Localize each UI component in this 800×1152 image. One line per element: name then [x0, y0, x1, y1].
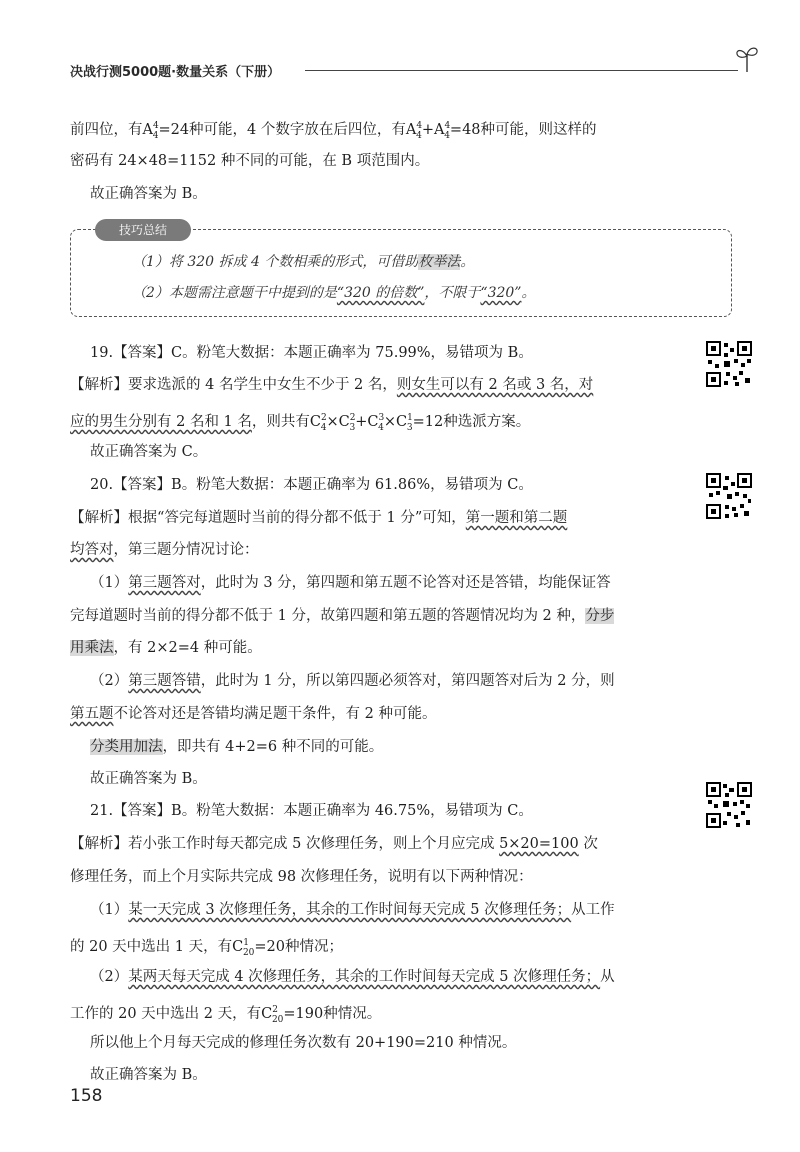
q20-analysis-line: 第五题不论答对还是答错均满足题干条件，有 2 种可能。: [70, 706, 437, 722]
q21-answer: 21.【答案】B。粉笔大数据：本题正确率为 46.75%，易错项为 C。: [90, 803, 533, 819]
q21-summary: 所以他上个月每天完成的修理任务次数有 20+190=210 种情况。: [90, 1035, 517, 1051]
q20-analysis-line: 均答对，第三题分情况讨论：: [70, 542, 259, 558]
sprout-icon: [734, 44, 760, 74]
tip-line-1: （1）将 320 拆成 4 个数相乘的形式，可借助枚举法。: [132, 254, 475, 270]
qr-code-icon[interactable]: [705, 472, 753, 520]
q20-conclusion: 故正确答案为 B。: [90, 771, 207, 787]
q21-analysis-line: 【解析】若小张工作时每天都完成 5 次修理任务，则上个月应完成 5×20=100 次: [70, 836, 598, 852]
q20-analysis-line: 用乘法，有 2×2=4 种可能。: [70, 640, 262, 656]
tip-line-2: （2）本题需注意题干中提到的是“320 的倍数”，不限于“320”。: [132, 285, 536, 301]
qr-code-icon[interactable]: [705, 781, 753, 829]
header-rule: [305, 70, 738, 71]
q20-answer: 20.【答案】B。粉笔大数据：本题正确率为 61.86%，易错项为 C。: [90, 477, 533, 493]
q21-analysis-line: 修理任务，而上个月实际共完成 98 次修理任务，说明有以下两种情况：: [70, 869, 533, 885]
q21-conclusion: 故正确答案为 B。: [90, 1067, 207, 1083]
q19-analysis-line: 【解析】要求选派的 4 名学生中女生不少于 2 名，则女生可以有 2 名或 3 名，对: [70, 377, 594, 393]
page-number: 158: [70, 1086, 103, 1106]
answer-line: 故正确答案为 B。: [90, 186, 207, 202]
q20-case-2: （2）第三题答错，此时为 1 分，所以第四题必须答对，第四题答对后为 2 分，则: [90, 673, 615, 689]
q20-case-1: （1）第三题答对，此时为 3 分，第四题和第五题不论答对还是答错，均能保证答: [90, 575, 611, 591]
q20-analysis-line: 分类用加法，即共有 4+2=6 种不同的可能。: [90, 739, 384, 755]
q19-analysis-line: 应的男生分别有 2 名和 1 名，则共有$C^2_4\times C^2_3+C^3_4\times C^1_3=12$种选派方案。: [70, 413, 531, 433]
text-line: 密码有 24×48=1152 种不同的可能，在 B 项范围内。: [70, 153, 430, 169]
q21-case-2: （2）某两天每天完成 4 次修理任务，其余的工作时间每天完成 5 次修理任务；从: [90, 969, 615, 985]
q21-case-1: （1）某一天完成 3 次修理任务，其余的工作时间每天完成 5 次修理任务；从工作: [90, 902, 615, 918]
q21-analysis-line: 的 20 天中选出 1 天，有$C^1_{20}=20$种情况；: [70, 938, 344, 958]
tips-box: [70, 229, 732, 317]
q21-analysis-line: 工作的 20 天中选出 2 天，有$C^2_{20}=190$种情况。: [70, 1005, 382, 1025]
running-header-title: 决战行测5000题·数量关系（下册）: [70, 65, 281, 80]
q20-analysis-line: 完每道题时当前的得分都不低于 1 分，故第四题和第五题的答题情况均为 2 种，分步: [70, 608, 615, 624]
q19-conclusion: 故正确答案为 C。: [90, 444, 208, 460]
q20-analysis-line: 【解析】根据“答完每道题时当前的得分都不低于 1 分”可知，第一题和第二题: [70, 510, 568, 526]
qr-code-icon[interactable]: [705, 340, 753, 388]
q19-answer: 19.【答案】C。粉笔大数据：本题正确率为 75.99%，易错项为 B。: [90, 345, 533, 361]
text-line: 前四位，有$A^4_4=24$种可能，4 个数字放在后四位，有$A^4_4+A^4_4=48$种可能，则这样的: [70, 121, 597, 141]
tips-tag: 技巧总结: [95, 219, 191, 241]
